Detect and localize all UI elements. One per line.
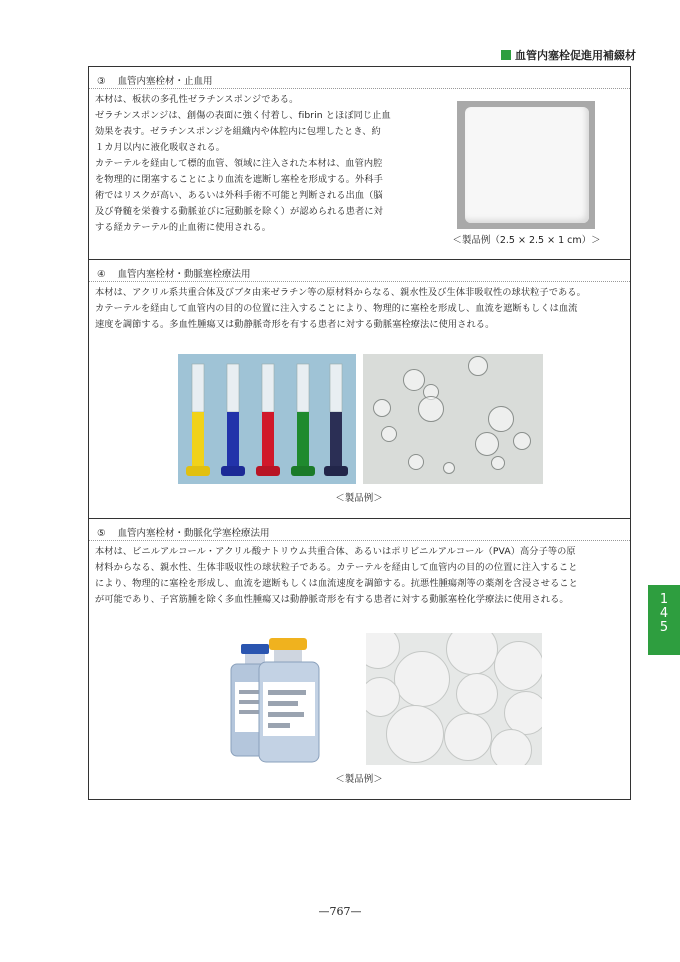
- body-line: 効果を表す。ゼラチンスポンジを組織内や体腔内に包埋したとき、約: [95, 126, 381, 137]
- content-frame: [88, 66, 631, 800]
- body-line: を物理的に閉塞することにより血流を遮断し塞栓を形成する。外科手: [95, 174, 383, 185]
- body-line: 本材は、アクリル系共重合体及びブタ由来ゼラチン等の原材料からなる、親水性及び生体非吸収性の球状粒子である。: [95, 287, 586, 298]
- syringes-illustration: [178, 354, 356, 484]
- vials-image: [221, 636, 341, 766]
- gelatin-sponge-image: [457, 101, 595, 229]
- body-line: 材料からなる、親水性、生体非吸収性の球状粒子である。カテーテルを経由して血管内の目的の位置に注入すること: [95, 562, 578, 573]
- section-5: [89, 519, 630, 785]
- section-5-title: [89, 519, 630, 541]
- vials-illustration: [221, 636, 341, 766]
- green-square-icon: [501, 50, 511, 60]
- section-number: ③: [97, 76, 106, 87]
- chapter-title: 血管内塞栓促進用補綴材: [515, 49, 636, 62]
- body-line: 及び脊髄を栄養する動脈並びに冠動脈を除く）が認められる患者に対: [95, 206, 383, 217]
- tab-digit: 4: [659, 606, 669, 621]
- section-number: ④: [97, 269, 106, 280]
- microspheres-image: [363, 354, 543, 484]
- section-3-body: [89, 89, 471, 236]
- body-line: カテーテルを経由して標的血管、領域に注入された本材は、血管内腔: [95, 158, 383, 169]
- body-line: １カ月以内に液化吸収される。: [95, 142, 226, 153]
- section-number: ⑤: [97, 528, 106, 539]
- section-4-caption: ＜製品例＞: [335, 493, 383, 504]
- body-line: が可能であり、子宮筋腫を除く多血性腫瘍又は動静脈奇形を有する患者に対する動脈塞栓化学療法に使用される。: [95, 594, 569, 605]
- section-heading: 血管内塞栓材・動脈塞栓療法用: [117, 269, 251, 280]
- section-5-caption: ＜製品例＞: [335, 774, 383, 785]
- body-line: 本材は、板状の多孔性ゼラチンスポンジである。: [95, 94, 299, 105]
- section-5-body: [89, 541, 630, 608]
- section-heading: 血管内塞栓材・止血用: [117, 76, 213, 87]
- body-line: 術ではリスクが高い、あるいは外科手術不可能と判断される出血（脳: [95, 190, 383, 201]
- section-4-title: [89, 260, 630, 282]
- pva-microspheres-image: [366, 633, 542, 765]
- section-heading: 血管内塞栓材・動脈化学塞栓療法用: [117, 528, 270, 539]
- body-line: 本材は、ビニルアルコール・アクリル酸ナトリウム共重合体、あるいはポリビニルアルコール（PVA）高分子等の原: [95, 546, 576, 557]
- syringes-image: [178, 354, 356, 484]
- body-line: する経カテーテル的止血術に使用される。: [95, 222, 272, 233]
- body-line: カテーテルを経由して血管内の目的の位置に注入することにより、物理的に塞栓を形成し、血流を遮断もしくは血流: [95, 303, 578, 314]
- chapter-side-tab[interactable]: [648, 585, 680, 655]
- body-line: ゼラチンスポンジは、創傷の表面に強く付着し、fibrin とほぼ同じ止血: [95, 110, 391, 121]
- chapter-header: [501, 47, 636, 63]
- section-4: [89, 260, 630, 504]
- section-3-caption: ＜製品例（2.5 × 2.5 × 1 cm）＞: [452, 235, 601, 246]
- section-3-title: [89, 67, 630, 89]
- body-line: により、物理的に塞栓を形成し、血流を遮断もしくは血流速度を調節する。抗悪性腫瘍剤等の薬剤を含浸させること: [95, 578, 578, 589]
- tab-digit: 1: [659, 592, 669, 607]
- body-line: 速度を調節する。多血性腫瘍又は動静脈奇形を有する患者に対する動脈塞栓療法に使用される。: [95, 319, 495, 330]
- vial-front: [259, 638, 319, 762]
- tab-digit: 5: [659, 620, 669, 635]
- page-number: —767—: [318, 905, 362, 918]
- section-4-body: [89, 282, 630, 333]
- section-3: [89, 67, 630, 246]
